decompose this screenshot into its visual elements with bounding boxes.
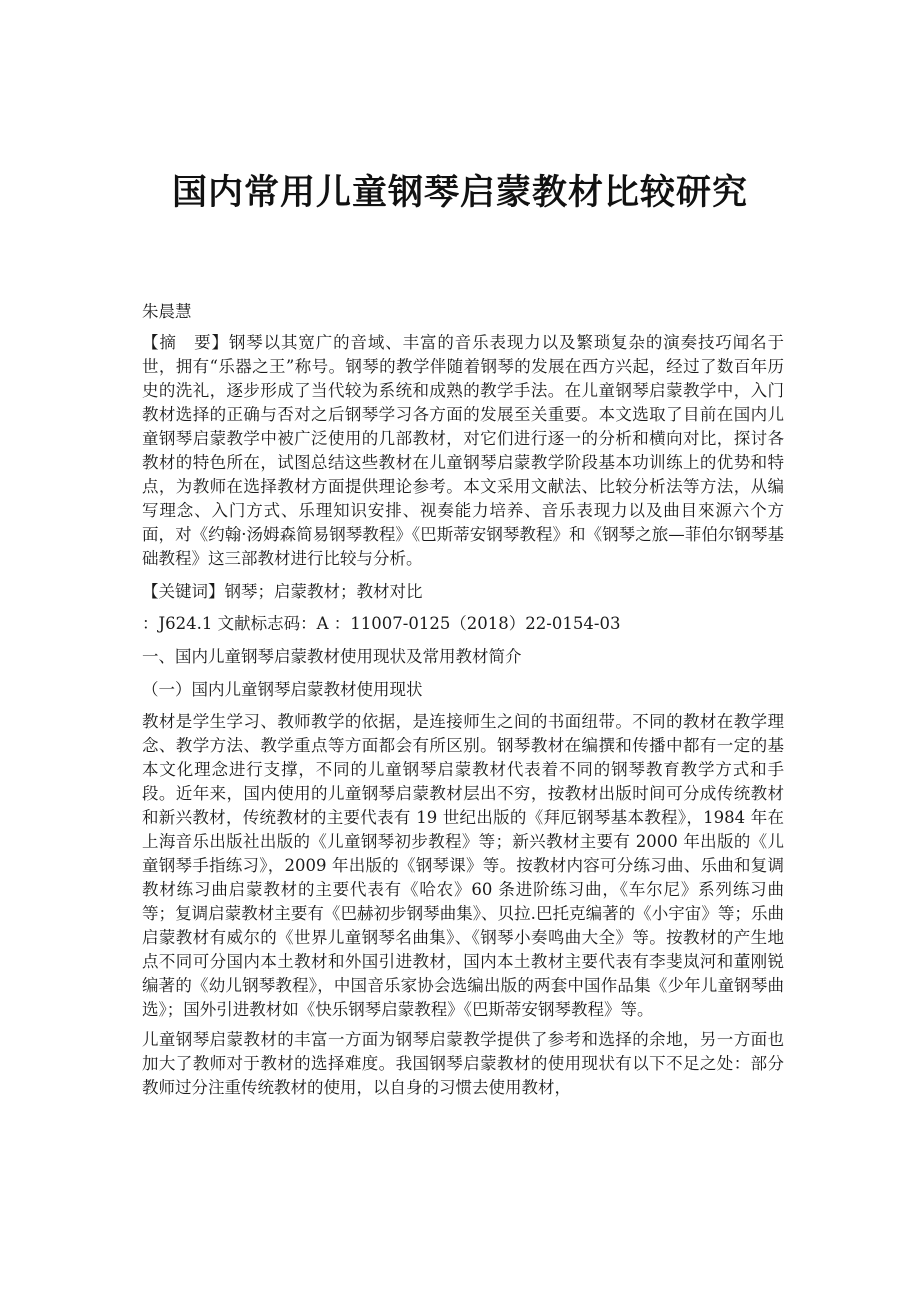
- abstract-paragraph: 【摘 要】钢琴以其宽广的音域、丰富的音乐表现力以及繁琐复杂的演奏技巧闻名于世，拥有“乐器之王”称号。钢琴的教学伴随着钢琴的发展在西方兴起，经过了数百年历史的洗礼，逐步形成了当代较为系统和成熟的教学手法。在儿童钢琴启蒙教学中，入门教材选择的正确与否对之后钢琴学习各方面的发展至关重要。本文选取了目前在国内儿童钢琴启蒙教学中被广泛使用的几部教材，对它们进行逐一的分析和横向对比，探讨各教材的特色所在，试图总结这些教材在儿童钢琴启蒙教学阶段基本功训练上的优势和特点，为教师在选择教材方面提供理论参考。本文采用文献法、比较分析法等方法，从编写理念、入门方式、乐理知识安排、视奏能力培养、音乐表现力以及曲目來源六个方面，对《约翰·汤姆森简易钢琴教程》《巴斯蒂安钢琴教程》和《钢琴之旅—菲伯尔钢琴基础教程》这三部教材进行比较与分析。: [142, 333, 784, 568]
- body-paragraph: 教材是学生学习、教师教学的依据，是连接师生之间的书面纽带。不同的教材在教学理念、教学方法、教学重点等方面都会有所区别。钢琴教材在编撰和传播中都有一定的基本文化理念进行支撑，不同的儿童钢琴启蒙教材代表着不同的钢琴教育教学方式和手段。近年来，国内使用的儿童钢琴启蒙教材层出不穷，按教材出版时间可分成传统教材和新兴教材，传统教材的主要代表有 19 世纪出版的《拜厄钢琴基本教程》，1984 年在上海音乐出版社出版的《儿童钢琴初步教程》等；新兴教材主要有 2000 年出版的《儿童钢琴手指练习》，2009 年出版的《钢琴课》等。按教材内容可分练习曲、乐曲和复调教材练习曲启蒙教材的主要代表有《哈农》60 条进阶练习曲，《车尔尼》系列练习曲等；复调启蒙教材主要有《巴赫初步钢琴曲集》、贝拉.巴托克编著的《小宇宙》等；乐曲启蒙教材有威尔的《世界儿童钢琴名曲集》、《钢琴小奏鸣曲大全》等。按教材的产生地点不同可分国内本土教材和外国引进教材，国内本土教材主要代表有李斐岚河和董刚锐编著的《幼儿钢琴教程》，中国音乐家协会选编出版的两套中国作品集《少年儿童钢琴曲选》；国外引进教材如《快乐钢琴启蒙教程》《巴斯蒂安钢琴教程》等。: [142, 712, 784, 1019]
- author-name: 朱晨慧: [142, 302, 192, 321]
- document-body: [142, 300, 784, 1106]
- classification-line: ：J624.1 文献标志码：A ：11007-0125（2018）22-0154-03: [142, 614, 621, 633]
- body-paragraph: 儿童钢琴启蒙教材的丰富一方面为钢琴启蒙教学提供了参考和选择的余地，另一方面也加大了教师对于教材的选择难度。我国钢琴启蒙教材的使用现状有以下不足之处：部分教师过分注重传统教材的使用，以自身的习惯去使用教材，: [142, 1030, 784, 1097]
- section-heading: 一、国内儿童钢琴启蒙教材使用现状及常用教材简介: [142, 647, 522, 666]
- keywords-line: 【关键词】钢琴；启蒙教材；教材对比: [142, 582, 423, 601]
- document-title: 国内常用儿童钢琴启蒙教材比较研究: [171, 172, 748, 213]
- subsection-heading: （一）国内儿童钢琴启蒙教材使用现状: [142, 680, 423, 699]
